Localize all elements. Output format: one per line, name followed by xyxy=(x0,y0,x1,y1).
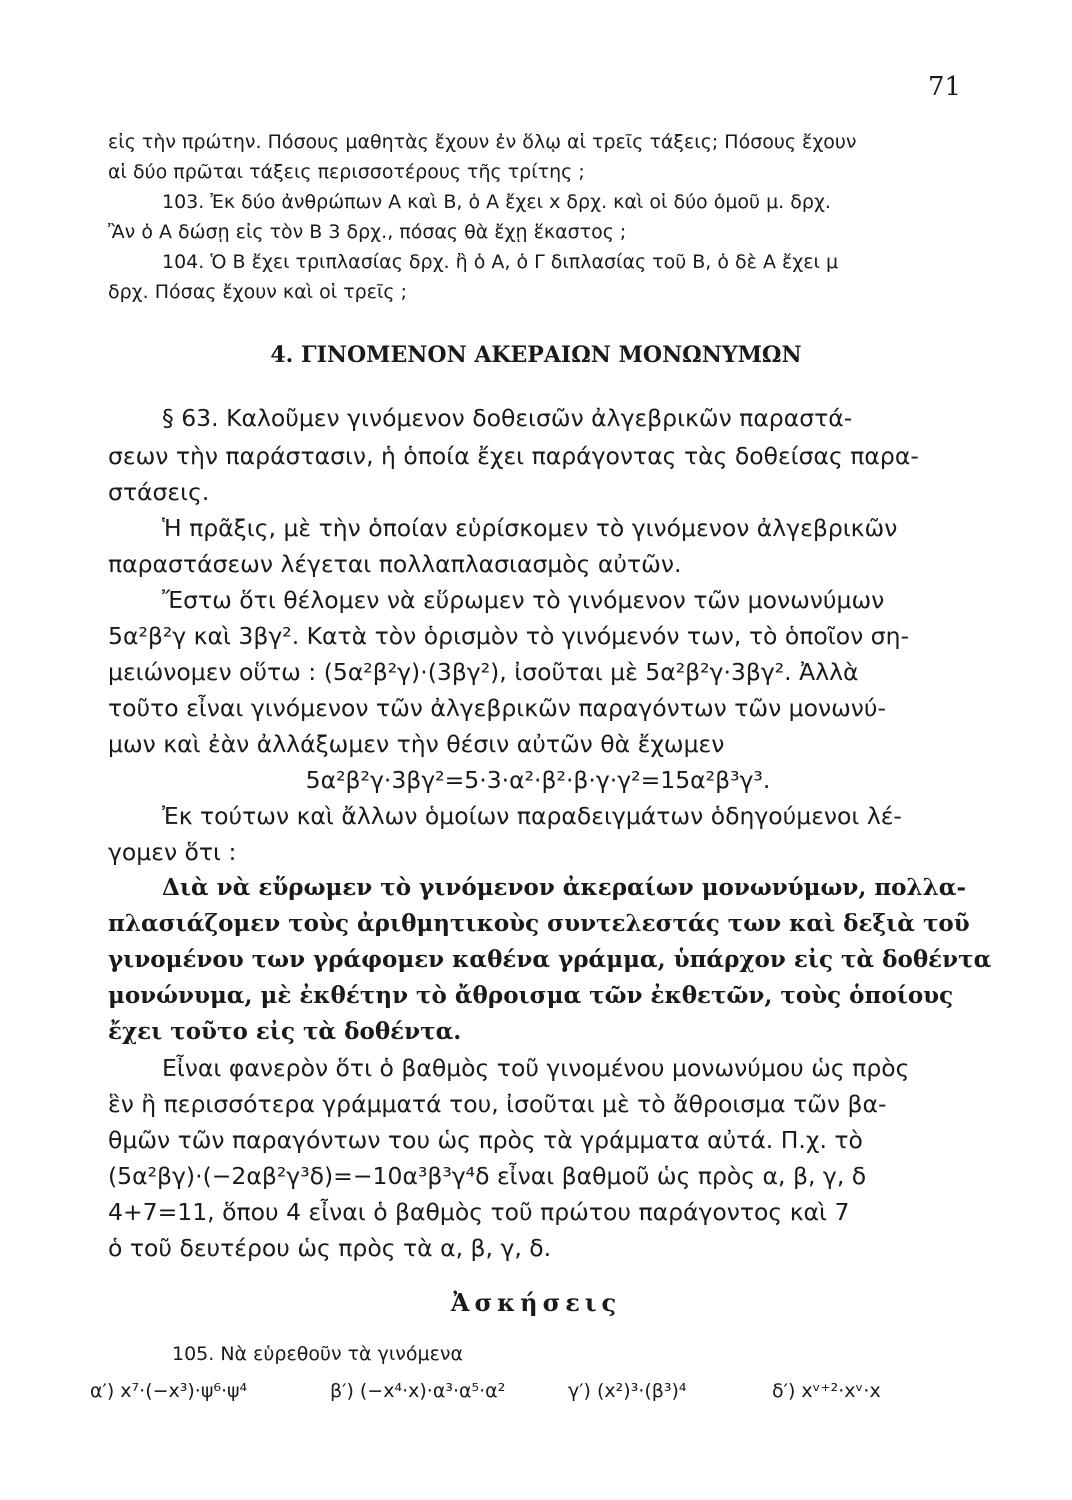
problem-104-line-2: δρχ. Πόσας ἔχουν καὶ οἱ τρεῖς ; xyxy=(108,281,407,303)
operation-line-1: Ἡ πρᾶξις, μὲ τὴν ὁποίαν εὑρίσκομεν τὸ γινόμενον ἀλγεβρικῶν xyxy=(162,514,898,542)
exercise-105-prompt: 105. Νὰ εὑρεθοῦν τὰ γινόμενα xyxy=(172,1343,464,1365)
degree-line-4: (5α²βγ)·(−2αβ²γ³δ)=−10α³β³γ⁴δ εἶναι βαθμοῦ ὡς πρὸς α, β, γ, δ xyxy=(108,1162,867,1190)
problem-103-line-1: 103. Ἐκ δύο ἀνθρώπων Α καὶ Β, ὁ Α ἔχει x δρχ. καὶ οἱ δύο ὁμοῦ μ. δρχ. xyxy=(162,191,831,213)
rule-line-3: γινομένου των γράφομεν καθένα γράμμα, ὑπάρχον εἰς τὰ δοθέντα xyxy=(108,946,992,973)
operation-line-2: παραστάσεων λέγεται πολλαπλασιασμὸς αὐτῶν. xyxy=(108,550,682,578)
exercise-item-b: β′) (−x⁴·x)·α³·α⁵·α² xyxy=(330,1380,506,1402)
problem-102-line-2: αἱ δύο πρῶται τάξεις περισσοτέρους τῆς τρίτης ; xyxy=(108,161,585,183)
exercise-item-a: α′) x⁷·(−x³)·ψ⁶·ψ⁴ xyxy=(90,1380,248,1402)
section-heading: 4. ΓΙΝΟΜΕΝΟΝ ΑΚΕΡΑΙΩΝ ΜΟΝΩΝΥΜΩΝ xyxy=(270,342,802,368)
example-line-1: Ἔστω ὅτι θέλομεν νὰ εὕρωμεν τὸ γινόμενον τῶν μονωνύμων xyxy=(162,586,885,614)
exercise-item-c: γ′) (x²)³·(β³)⁴ xyxy=(568,1380,687,1402)
definition-line-1: § 63. Καλοῦμεν γινόμενον δοθεισῶν ἀλγεβρικῶν παραστά- xyxy=(162,404,853,432)
exercise-item-d: δ′) xᵛ⁺²·xᵛ·x xyxy=(772,1380,881,1402)
definition-line-3: στάσεις. xyxy=(108,478,210,506)
example-line-2: 5α²β²γ καὶ 3βγ². Κατὰ τὸν ὁρισμὸν τὸ γινόμενόν των, τὸ ὁποῖον ση- xyxy=(108,622,909,650)
conclusion-line-1: Ἐκ τούτων καὶ ἄλλων ὁμοίων παραδειγμάτων ὁδηγούμενοι λέ- xyxy=(162,802,902,830)
problem-103-line-2: Ἂν ὁ Α δώσῃ εἰς τὸν Β 3 δρχ., πόσας θὰ ἔχῃ ἕκαστος ; xyxy=(108,221,627,243)
rule-line-1: Διὰ νὰ εὕρωμεν τὸ γινόμενον ἀκεραίων μονωνύμων, πολλα- xyxy=(162,874,967,901)
page-number: 71 xyxy=(928,72,962,102)
exercises-title: Ἀσκήσεις xyxy=(450,1288,622,1317)
conclusion-line-2: γομεν ὅτι : xyxy=(108,838,237,866)
example-line-3: μειώνομεν οὕτω : (5α²β²γ)·(3βγ²), ἰσοῦται μὲ 5α²β²γ·3βγ². Ἀλλὰ xyxy=(108,658,859,686)
rule-line-5: ἔχει τοῦτο εἰς τὰ δοθέντα. xyxy=(108,1018,462,1045)
rule-line-2: πλασιάζομεν τοὺς ἀριθμητικοὺς συντελεστάς των καὶ δεξιὰ τοῦ xyxy=(108,910,970,937)
degree-line-1: Εἶναι φανερὸν ὅτι ὁ βαθμὸς τοῦ γινομένου μονωνύμου ὡς πρὸς xyxy=(162,1054,910,1082)
degree-line-5: 4+7=11, ὅπου 4 εἶναι ὁ βαθμὸς τοῦ πρώτου παράγοντος καὶ 7 xyxy=(108,1198,850,1226)
rule-line-4: μονώνυμα, μὲ ἐκθέτην τὸ ἄθροισμα τῶν ἐκθετῶν, τοὺς ὁποίους xyxy=(108,982,954,1009)
degree-line-6: ὁ τοῦ δευτέρου ὡς πρὸς τὰ α, β, γ, δ. xyxy=(108,1234,552,1262)
example-line-5: μων καὶ ἐὰν ἀλλάξωμεν τὴν θέσιν αὐτῶν θὰ ἔχωμεν xyxy=(108,730,725,758)
problem-102-line-1: εἰς τὴν πρώτην. Πόσους μαθητὰς ἔχουν ἐν ὅλῳ αἱ τρεῖς τάξεις; Πόσους ἔχουν xyxy=(108,131,857,153)
example-line-4: τοῦτο εἶναι γινόμενον τῶν ἀλγεβρικῶν παραγόντων τῶν μονωνύ- xyxy=(108,694,887,722)
degree-line-3: θμῶν τῶν παραγόντων του ὡς πρὸς τὰ γράμματα αὐτά. Π.χ. τὸ xyxy=(108,1126,863,1154)
problem-104-line-1: 104. Ὁ Β ἔχει τριπλασίας δρχ. ἢ ὁ Α, ὁ Γ διπλασίας τοῦ Β, ὁ δὲ Α ἔχει μ xyxy=(162,251,839,273)
example-equation: 5α²β²γ·3βγ²=5·3·α²·β²·β·γ·γ²=15α²β³γ³. xyxy=(305,766,771,794)
degree-line-2: ἓν ἢ περισσότερα γράμματά του, ἰσοῦται μὲ τὸ ἄθροισμα τῶν βα- xyxy=(108,1090,887,1118)
definition-line-2: σεων τὴν παράστασιν, ἡ ὁποία ἔχει παράγοντας τὰς δοθείσας παρα- xyxy=(108,442,919,470)
